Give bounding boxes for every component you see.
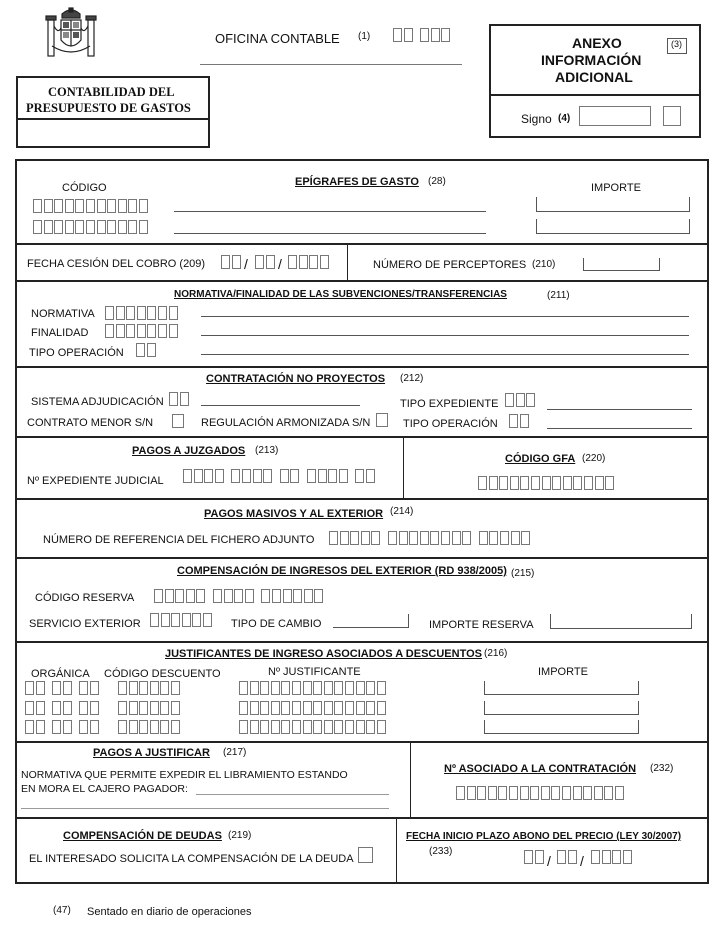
fecha-plazo-title: FECHA INICIO PLAZO ABONO DEL PRECIO (LEY 30/2007)	[406, 831, 682, 842]
fecha-plazo-slash-1: /	[547, 853, 551, 869]
signo-field[interactable]	[579, 106, 651, 126]
gfa-num: (220)	[582, 453, 606, 464]
contratacion-tipo-operacion-line[interactable]	[547, 428, 692, 429]
anexo-line1: ANEXO	[572, 35, 622, 51]
justificante-row-2-numero[interactable]	[239, 701, 387, 715]
anexo-box	[489, 24, 701, 138]
normativa-tipo-cells[interactable]	[136, 343, 157, 357]
vsplit-fecha	[347, 244, 348, 280]
sep-3	[16, 366, 708, 368]
fecha-plazo-year[interactable]	[591, 850, 633, 864]
epigrafes-desc-line-1[interactable]	[174, 211, 486, 212]
sistema-adjudicacion-label: SISTEMA ADJUDICACIÓN	[31, 396, 164, 408]
justificante-row-3-organica[interactable]	[25, 720, 101, 734]
justificantes-title: JUSTIFICANTES DE INGRESO ASOCIADOS A DESCUENTOS	[165, 648, 483, 660]
justificante-row-3-descuento[interactable]	[118, 720, 182, 734]
finalidad-cells[interactable]	[105, 324, 179, 338]
contrato-menor-label: CONTRATO MENOR S/N	[27, 417, 154, 429]
sistema-adjudicacion-cells[interactable]	[169, 392, 190, 406]
justificantes-num: (216)	[484, 648, 508, 659]
pagos-justificar-line2: EN MORA EL CAJERO PAGADOR:	[21, 783, 188, 795]
servicio-exterior-label: SERVICIO EXTERIOR	[29, 618, 141, 630]
signo-num: (4)	[558, 113, 571, 124]
tipo-expediente-cells[interactable]	[505, 393, 537, 407]
deudas-solicita-check[interactable]	[358, 847, 373, 863]
footer-num: (47)	[53, 905, 71, 916]
masivos-title: PAGOS MASIVOS Y AL EXTERIOR	[204, 508, 384, 520]
justificante-row-3-numero[interactable]	[239, 720, 387, 734]
fecha-cesion-label: FECHA CESIÓN DEL COBRO (209)	[27, 258, 206, 270]
finalidad-label: FINALIDAD	[31, 327, 89, 339]
pagos-justificar-line-a[interactable]	[196, 794, 389, 795]
contrato-menor-check[interactable]	[172, 414, 184, 428]
finalidad-line[interactable]	[201, 335, 689, 336]
normativa-cells[interactable]	[105, 306, 179, 320]
justificante-row-1-organica[interactable]	[25, 681, 101, 695]
regulacion-armonizada-label: REGULACIÓN ARMONIZADA S/N	[201, 417, 371, 429]
tipo-expediente-label: TIPO EXPEDIENTE	[400, 398, 499, 410]
deudas-solicita-label: EL INTERESADO SOLICITA LA COMPENSACIÓN DE LA DEUDA	[29, 853, 354, 865]
oficina-code-cells[interactable]	[393, 28, 452, 42]
compensacion-ingresos-title: COMPENSACIÓN DE INGRESOS DEL EXTERIOR (RD 938/2005)	[177, 565, 507, 577]
importe-reserva-label: IMPORTE RESERVA	[429, 619, 534, 631]
contratacion-title: CONTRATACIÓN NO PROYECTOS	[206, 373, 386, 385]
expediente-judicial-label: Nº EXPEDIENTE JUDICIAL	[27, 475, 164, 487]
contratacion-num: (212)	[400, 373, 424, 384]
epigrafes-importe-1[interactable]	[536, 197, 690, 212]
sep-2	[16, 280, 708, 282]
fecha-cesion-day[interactable]	[221, 255, 242, 269]
sep-4	[16, 436, 708, 438]
epigrafes-code-row-2[interactable]	[33, 220, 150, 234]
referencia-fichero-cells[interactable]	[329, 531, 532, 545]
contabilidad-divider	[18, 118, 208, 120]
normativa-title: NORMATIVA/FINALIDAD DE LAS SUBVENCIONES/TRANSFERENCIAS	[174, 289, 507, 300]
pagos-justificar-line1: NORMATIVA QUE PERMITE EXPEDIR EL LIBRAMIENTO ESTANDO	[21, 769, 348, 781]
regulacion-armonizada-check[interactable]	[376, 413, 388, 427]
deudas-num: (219)	[228, 830, 252, 841]
masivos-num: (214)	[390, 506, 414, 517]
vsplit-juzgados	[403, 437, 404, 498]
num-justificante-label: Nº JUSTIFICANTE	[268, 666, 361, 678]
signo-check[interactable]	[663, 106, 681, 126]
fecha-cesion-slash-2: /	[278, 256, 282, 272]
contabilidad-line1: CONTABILIDAD DEL	[48, 85, 175, 99]
epigrafes-codigo-label: CÓDIGO	[62, 182, 107, 194]
fecha-cesion-month[interactable]	[255, 255, 276, 269]
perceptores-label: NÚMERO DE PERCEPTORES	[373, 259, 527, 271]
compensacion-ingresos-num: (215)	[511, 568, 535, 579]
gfa-title: CÓDIGO GFA	[505, 453, 576, 465]
epigrafes-importe-2[interactable]	[536, 219, 690, 234]
justificantes-importe-label: IMPORTE	[538, 666, 588, 678]
justificante-row-1-numero[interactable]	[239, 681, 387, 695]
footer-text: Sentado en diario de operaciones	[87, 906, 252, 918]
sep-8	[16, 741, 708, 743]
contratacion-tipo-operacion-cells[interactable]	[509, 414, 530, 428]
tipo-cambio-label: TIPO DE CAMBIO	[231, 618, 322, 630]
epigrafes-importe-label: IMPORTE	[591, 182, 641, 194]
tipo-expediente-line[interactable]	[547, 409, 692, 410]
fecha-plazo-num: (233)	[429, 846, 453, 857]
justificante-row-1-descuento[interactable]	[118, 681, 182, 695]
justificante-row-2-organica[interactable]	[25, 701, 101, 715]
anexo-num: (3)	[671, 39, 682, 49]
vsplit-deudas	[396, 818, 397, 882]
anexo-line3: ADICIONAL	[555, 69, 633, 85]
normativa-num: (211)	[547, 290, 570, 301]
asociado-contratacion-title: Nº ASOCIADO A LA CONTRATACIÓN	[444, 763, 637, 775]
codigo-descuento-label: CÓDIGO DESCUENTO	[104, 668, 221, 680]
asociado-contratacion-cells[interactable]	[456, 786, 626, 800]
justificante-row-1-importe[interactable]	[484, 681, 639, 695]
importe-reserva-field[interactable]	[550, 614, 692, 629]
expediente-judicial-cells[interactable]	[183, 469, 377, 483]
asociado-contratacion-num: (232)	[650, 763, 674, 774]
normativa-tipo-line[interactable]	[201, 354, 689, 355]
perceptores-field[interactable]	[583, 258, 660, 271]
contratacion-tipo-operacion-label: TIPO OPERACIÓN	[403, 418, 498, 430]
sep-6	[16, 557, 708, 559]
normativa-line[interactable]	[201, 316, 689, 317]
deudas-title: COMPENSACIÓN DE DEUDAS	[63, 830, 222, 842]
oficina-contable-num: (1)	[358, 31, 371, 42]
juzgados-num: (213)	[255, 445, 279, 456]
oficina-line	[200, 64, 462, 65]
sep-9	[16, 817, 708, 819]
organica-label: ORGÁNICA	[31, 668, 90, 680]
fecha-cesion-year[interactable]	[288, 255, 330, 269]
epigrafes-code-row-1[interactable]	[33, 199, 150, 213]
justificante-row-2-descuento[interactable]	[118, 701, 182, 715]
referencia-fichero-label: NÚMERO DE REFERENCIA DEL FICHERO ADJUNTO	[43, 534, 315, 546]
pagos-justificar-num: (217)	[223, 747, 247, 758]
sep-5	[16, 498, 708, 500]
perceptores-num: (210)	[532, 259, 556, 270]
epigrafes-desc-line-2[interactable]	[174, 233, 486, 234]
signo-label: Signo	[521, 112, 552, 126]
fecha-plazo-month[interactable]	[557, 850, 578, 864]
epigrafes-title: EPÍGRAFES DE GASTO	[295, 176, 419, 188]
justificante-row-2-importe[interactable]	[484, 701, 639, 715]
normativa-label: NORMATIVA	[31, 308, 95, 320]
tipo-cambio-field[interactable]	[333, 614, 409, 628]
codigo-reserva-label: CÓDIGO RESERVA	[35, 592, 135, 604]
contabilidad-box	[16, 76, 210, 148]
anexo-divider	[491, 94, 699, 96]
oficina-contable-label: OFICINA CONTABLE	[215, 31, 340, 46]
contabilidad-line2: PRESUPUESTO DE GASTOS	[26, 101, 191, 115]
fecha-plazo-day[interactable]	[524, 850, 545, 864]
pagos-justificar-line-b[interactable]	[21, 808, 389, 809]
servicio-exterior-cells[interactable]	[150, 613, 214, 627]
epigrafes-num: (28)	[428, 176, 446, 187]
sep-1	[16, 243, 708, 245]
spain-coat-of-arms-icon	[42, 6, 100, 64]
juzgados-title: PAGOS A JUZGADOS	[132, 445, 246, 457]
anexo-line2: INFORMACIÓN	[541, 52, 642, 68]
fecha-plazo-slash-2: /	[580, 853, 584, 869]
sep-7	[16, 641, 708, 643]
sistema-adjudicacion-line[interactable]	[201, 405, 360, 406]
justificante-row-3-importe[interactable]	[484, 720, 639, 734]
vsplit-justificar	[410, 742, 411, 817]
fecha-cesion-slash-1: /	[244, 256, 248, 272]
normativa-tipo-label: TIPO OPERACIÓN	[29, 347, 124, 359]
gfa-cells[interactable]	[478, 476, 616, 490]
pagos-justificar-title: PAGOS A JUSTIFICAR	[93, 747, 210, 759]
codigo-reserva-cells[interactable]	[154, 589, 325, 603]
